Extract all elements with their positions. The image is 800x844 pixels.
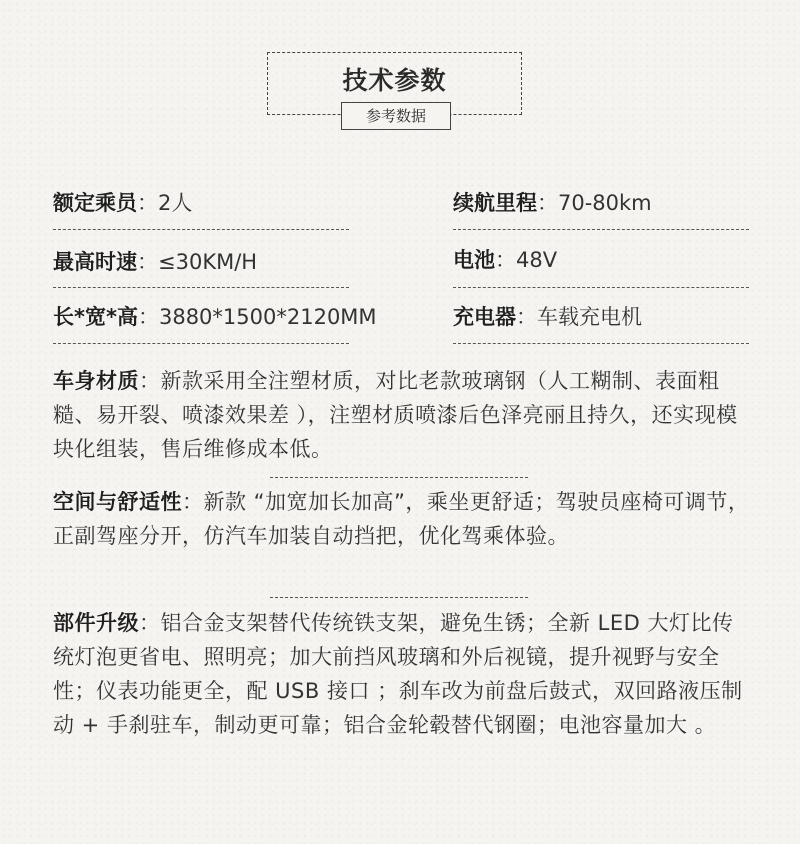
divider (53, 229, 349, 230)
spec-label: 长*宽*高 (53, 305, 138, 329)
spec-separator: ： (137, 250, 158, 274)
spec-separator: ： (137, 191, 158, 215)
spec-value: 48V (516, 248, 558, 272)
spec-battery (453, 246, 557, 274)
section-text: 铝合金支架替代传统铁支架，避免生锈；全新 LED 大灯比传统灯泡更省电、照明亮；加大前挡风玻璃和外后视镜，提升视野与安全性；仪表功能更全，配 USB 接口 ；刹车改为前盘后鼓式，双回路液压制动 + 手刹驻车，制动更可靠；铝合金轮毂替代钢圈；电池容量加大 。 (53, 611, 743, 737)
section-text: 新款 “加宽加长加高”，乘坐更舒适；驾驶员座椅可调节，正副驾座分开，仿汽车加装自动挡把，优化驾乘体验。 (53, 490, 750, 548)
section-label: 空间与舒适性 (53, 490, 182, 514)
spec-value: 2人 (158, 191, 193, 215)
spec-label: 续航里程 (453, 191, 537, 215)
divider (53, 343, 349, 344)
section-separator: ： (182, 490, 204, 514)
spec-range (453, 189, 652, 217)
section-separator: ： (139, 369, 161, 393)
spec-dimensions (53, 303, 377, 331)
section-parts-upgrade (53, 606, 753, 742)
section-comfort (53, 485, 753, 553)
spec-separator: ： (495, 248, 516, 272)
spec-label: 电池 (453, 248, 495, 272)
spec-value: 3880*1500*2120MM (158, 305, 377, 329)
divider (270, 597, 528, 598)
section-label: 车身材质 (53, 369, 139, 393)
spec-separator: ： (137, 305, 159, 329)
spec-top-speed (53, 248, 257, 276)
divider (453, 229, 749, 230)
spec-label: 充电器 (453, 305, 516, 329)
divider (53, 287, 349, 288)
section-text: 新款采用全注塑材质，对比老款玻璃钢（人工糊制、表面粗糙、易开裂、喷漆效果差 ），注塑材质喷漆后色泽亮丽且持久，还实现模块化组装，售后维修成本低。 (53, 369, 738, 461)
subtitle-badge: 参考数据 (341, 102, 451, 130)
spec-value: ≤30KM/H (158, 250, 258, 274)
spec-value: 车载充电机 (537, 305, 642, 329)
section-label: 部件升级 (53, 611, 139, 635)
spec-charger (453, 303, 642, 331)
divider (453, 343, 749, 344)
spec-rated-passengers (53, 189, 192, 217)
divider (453, 287, 749, 288)
section-body-material (53, 364, 753, 466)
spec-label: 最高时速 (53, 250, 137, 274)
spec-label: 额定乘员 (53, 191, 137, 215)
section-separator: ： (139, 611, 161, 635)
spec-separator: ： (537, 191, 558, 215)
spec-separator: ： (516, 305, 537, 329)
divider (270, 477, 528, 478)
page-title: 技术参数 (342, 66, 447, 95)
spec-value: 70-80km (558, 191, 652, 215)
